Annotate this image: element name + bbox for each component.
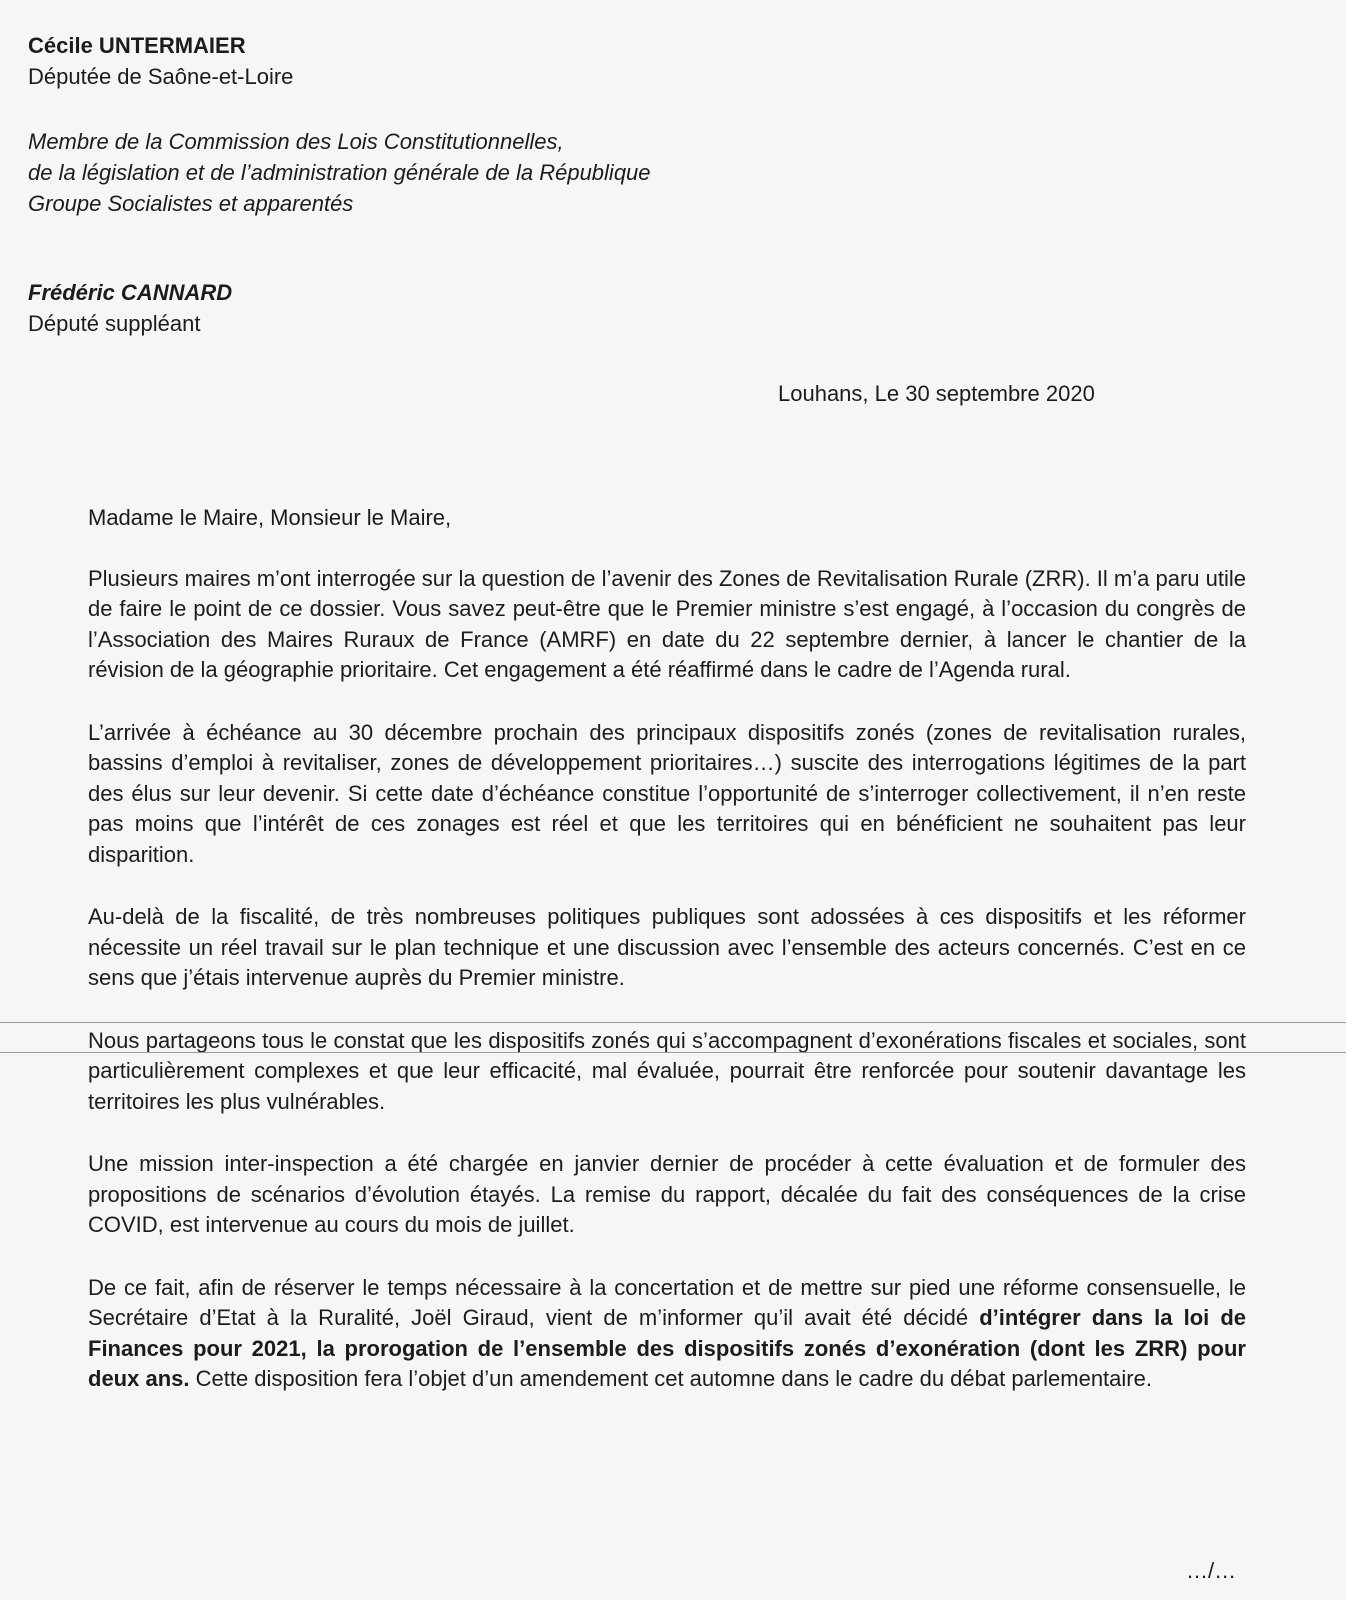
author-title: Députée de Saône-et-Loire (28, 64, 294, 89)
scan-fold-line (0, 1022, 1346, 1023)
paragraph-text: De ce fait, afin de réserver le temps nécessaire à la concertation et de mettre sur pied une réforme consensuelle, le Secrétaire d’Etat à la Ruralité, Joël Giraud, vient de m’informer qu’il avait été décidé (88, 1274, 1246, 1330)
commission-line: Membre de la Commission des Lois Constitutionnelles, (28, 129, 564, 154)
group-line: Groupe Socialistes et apparentés (28, 191, 354, 216)
paragraph-final (88, 1273, 1246, 1395)
scan-fold-line (0, 1052, 1346, 1053)
place-and-date: Louhans, Le 30 septembre 2020 (778, 381, 1095, 406)
substitute-name: Frédéric CANNARD (28, 280, 233, 305)
paragraph-bold-text: d’intégrer dans la loi de Finances pour 2021, la prorogation de l’ensemble des dispositifs zonés d’exonération (dont les ZRR) pour deux ans. (88, 1305, 1246, 1391)
paragraph: L’arrivée à échéance au 30 décembre prochain des principaux dispositifs zonés (zones de revitalisation rurales, bassins d’emploi à revitaliser, zones de développement prioritaires…) suscite des interrogations légitimes de la part des élus sur leur devenir. Si cette date d’échéance constitue l’opportunité de s’interroger collectivement, il n’en reste pas moins que l’intérêt de ces zonages est réel et que les territoires qui en bénéficient ne souhaitent pas leur disparition. (88, 719, 1246, 867)
paragraph: Une mission inter-inspection a été chargée en janvier dernier de procéder à cette évaluation et de formuler des propositions de scénarios d’évolution étayés. La remise du rapport, décalée du fait des conséquences de la crise COVID, est intervenue au cours du mois de juillet. (88, 1151, 1246, 1237)
paragraph-text: Cette disposition fera l’objet d’un amendement cet automne dans le cadre du débat parlementaire. (189, 1366, 1152, 1391)
author-name: Cécile UNTERMAIER (28, 33, 246, 58)
paragraph: Plusieurs maires m’ont interrogée sur la question de l’avenir des Zones de Revitalisation Rurale (ZRR). Il m’a paru utile de faire le point de ce dossier. Vous savez peut-être que le Premier ministre s’est engagé, à l’occasion du congrès de l’Association des Maires Ruraux de France (AMRF) en date du 22 septembre dernier, à lancer le chantier de la révision de la géographie prioritaire. Cet engagement a été réaffirmé dans le cadre de l’Agenda rural. (88, 565, 1246, 682)
letter-body (88, 503, 1246, 1395)
page-continuation-mark: …/… (1186, 1558, 1237, 1583)
salutation: Madame le Maire, Monsieur le Maire, (88, 505, 452, 530)
paragraph: Au-delà de la fiscalité, de très nombreuses politiques publiques sont adossées à ces dispositifs et les réformer nécessite un réel travail sur le plan technique et une discussion avec l’ensemble des acteurs concernés. C’est en ce sens que j’étais intervenue auprès du Premier ministre. (88, 904, 1246, 990)
paragraph: Nous partageons tous le constat que les dispositifs zonés qui s’accompagnent d’exonérations fiscales et sociales, sont particulièrement complexes et que leur efficacité, mal évaluée, pourrait être renforcée pour soutenir davantage les territoires les plus vulnérables. (88, 1027, 1246, 1114)
substitute-title: Député suppléant (28, 311, 201, 336)
letter-header (28, 30, 651, 339)
commission-line: de la législation et de l’administration générale de la République (28, 160, 651, 185)
